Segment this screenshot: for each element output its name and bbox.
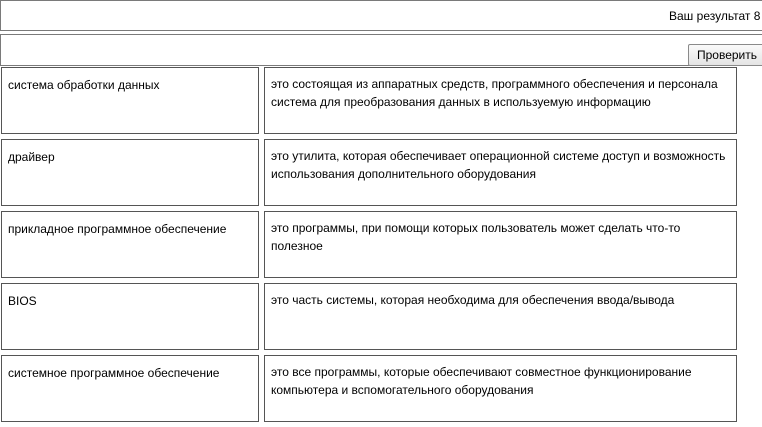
result-bar (0, 0, 762, 31)
definition-card[interactable]: это состоящая из аппаратных средств, программного обеспечения и персонала система для преобразования данных в используемую информацию (264, 67, 737, 134)
result-score: Ваш результат 8 (669, 9, 761, 23)
term-card[interactable]: система обработки данных (1, 67, 259, 134)
definition-card[interactable]: это программы, при помощи которых пользователь может сделать что-то полезное (264, 211, 737, 278)
term-card[interactable]: драйвер (1, 139, 259, 206)
check-toolbar (0, 34, 762, 66)
definition-card[interactable]: это часть системы, которая необходима для обеспечения ввода/вывода (264, 283, 737, 350)
term-card[interactable]: системное программное обеспечение (1, 355, 259, 422)
term-card[interactable]: прикладное программное обеспечение (1, 211, 259, 278)
check-button[interactable]: Проверить (688, 44, 762, 66)
definition-card[interactable]: это утилита, которая обеспечивает операционной системе доступ и возможность использования дополнительного оборудования (264, 139, 737, 206)
term-card[interactable]: BIOS (1, 283, 259, 350)
definition-card[interactable]: это все программы, которые обеспечивают совместное функционирование компьютера и вспомогательного оборудования (264, 355, 737, 422)
